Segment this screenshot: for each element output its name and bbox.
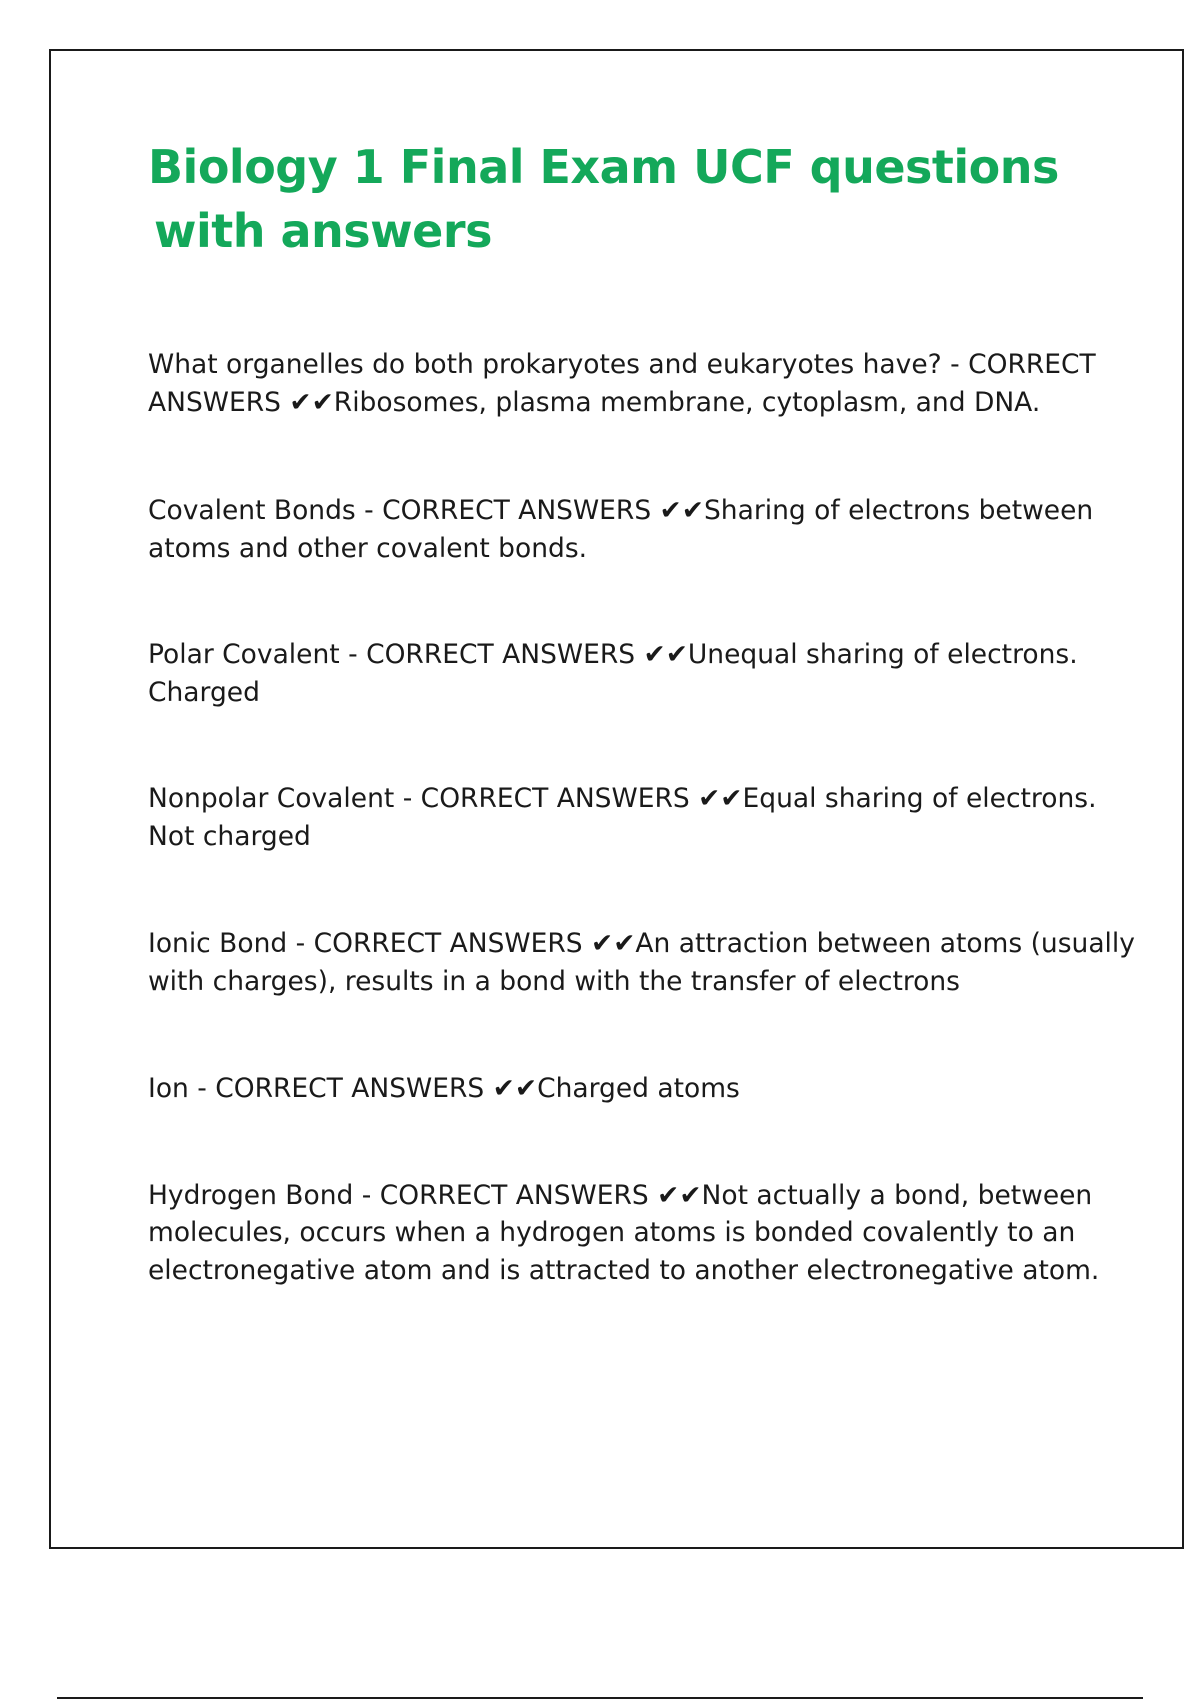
document-title-line-2: with answers [154, 204, 492, 258]
document-title [148, 135, 1148, 263]
qa-item-ion: Ion - CORRECT ANSWERS ✔✔Charged atoms [148, 1073, 740, 1104]
qa-item-nonpolar-covalent: Nonpolar Covalent - CORRECT ANSWERS ✔✔Equal sharing of electrons. Not charged [148, 783, 1097, 852]
document-title-line-1: Biology 1 Final Exam UCF questions [148, 140, 1059, 194]
page-frame [49, 49, 1184, 1549]
qa-item-covalent-bonds: Covalent Bonds - CORRECT ANSWERS ✔✔Sharing of electrons between atoms and other covalent bonds. [148, 495, 1094, 564]
qa-list [148, 346, 1148, 1289]
qa-item-hydrogen-bond: Hydrogen Bond - CORRECT ANSWERS ✔✔Not actually a bond, between molecules, occurs when a hydrogen atoms is bonded covalently to an electronegative atom and is attracted to another electronegative atom. [148, 1179, 1100, 1286]
qa-item-organelles: What organelles do both prokaryotes and eukaryotes have? - CORRECT ANSWERS ✔✔Ribosomes, plasma membrane, cytoplasm, and DNA. [148, 349, 1096, 418]
bottom-divider [57, 1697, 1143, 1699]
qa-item-polar-covalent: Polar Covalent - CORRECT ANSWERS ✔✔Unequal sharing of electrons. Charged [148, 639, 1078, 708]
qa-item-ionic-bond: Ionic Bond - CORRECT ANSWERS ✔✔An attraction between atoms (usually with charges), results in a bond with the transfer of electrons [148, 928, 1135, 997]
